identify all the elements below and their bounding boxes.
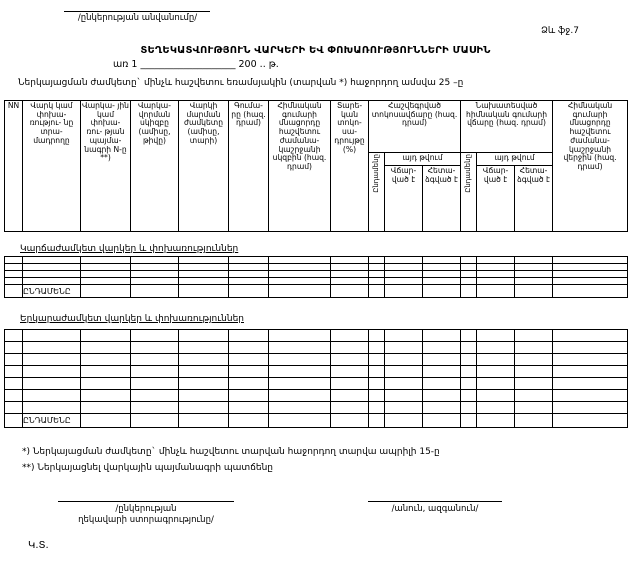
blank-cell: [461, 257, 477, 264]
blank-cell: [515, 402, 553, 414]
blank-cell: [331, 264, 369, 271]
blank-cell: [81, 414, 131, 428]
blank-cell: [331, 285, 369, 298]
blank-cell: [229, 402, 269, 414]
col-header-provider: Վարկ կամ փոխա- ռությու- նը տրա- մադրողը: [23, 101, 81, 232]
blank-cell: [369, 271, 385, 278]
blank-cell: [229, 278, 269, 285]
company-name-line: [64, 11, 210, 12]
blank-cell: [385, 264, 423, 271]
blank-cell: [131, 354, 179, 366]
blank-cell: [331, 257, 369, 264]
blank-cell: [369, 378, 385, 390]
blank-cell: [81, 366, 131, 378]
blank-cell: [229, 330, 269, 342]
blank-cell: [5, 285, 23, 298]
blank-cell: [553, 271, 628, 278]
total-row-label: ԸՆԴԱՄԵՆԸ: [23, 414, 81, 428]
blank-cell: [515, 366, 553, 378]
blank-cell: [477, 414, 515, 428]
blank-cell: [229, 271, 269, 278]
col-header-planned-deferred: Հետա- ձգված է: [515, 166, 553, 232]
blank-cell: [81, 390, 131, 402]
blank-cell: [331, 342, 369, 354]
footnote-1: *) Ներկայացման ժամկետը` մինչև հաշվետու տարվան հաջորդող տարվա ապրիլի 15-ը: [22, 447, 440, 457]
blank-cell: [5, 402, 23, 414]
blank-cell: [229, 366, 269, 378]
blank-cell: [229, 390, 269, 402]
blank-cell: [229, 342, 269, 354]
blank-data-row: [5, 402, 628, 414]
blank-cell: [369, 366, 385, 378]
blank-cell: [385, 390, 423, 402]
blank-cell: [423, 278, 461, 285]
blank-cell: [515, 271, 553, 278]
blank-cell: [461, 342, 477, 354]
name-surname-caption: /անուն, ազգանուն/: [391, 504, 479, 514]
blank-cell: [269, 378, 331, 390]
form-title: ՏԵՂԵԿԱՏՎՈՒԹՅՈՒՆ ՎԱՐԿԵՐԻ ԵՎ ՓՈԽԱՌՈՒԹՅՈՒՆՆԵՐԻ ՄԱՍԻՆ: [140, 45, 491, 56]
blank-cell: [423, 342, 461, 354]
blank-cell: [385, 257, 423, 264]
blank-cell: [423, 264, 461, 271]
blank-cell: [515, 342, 553, 354]
director-signature-caption: [58, 504, 234, 526]
blank-cell: [553, 390, 628, 402]
blank-cell: [553, 414, 628, 428]
blank-cell: [385, 414, 423, 428]
blank-cell: [515, 378, 553, 390]
blank-cell: [423, 390, 461, 402]
blank-cell: [331, 271, 369, 278]
blank-cell: [461, 285, 477, 298]
col-header-contract-no: Վարկա- յին կամ փոխա- ռու- թյան պայմա- նագրի N-ը **): [81, 101, 131, 232]
blank-cell: [553, 257, 628, 264]
blank-cell: [81, 257, 131, 264]
blank-cell: [23, 278, 81, 285]
blank-cell: [461, 278, 477, 285]
blank-cell: [179, 354, 229, 366]
blank-cell: [179, 342, 229, 354]
blank-cell: [81, 278, 131, 285]
blank-cell: [5, 257, 23, 264]
blank-cell: [461, 330, 477, 342]
blank-cell: [515, 354, 553, 366]
blank-cell: [23, 257, 81, 264]
form-number: Ձև ֆջ.7: [541, 26, 579, 36]
blank-cell: [331, 378, 369, 390]
blank-cell: [269, 330, 331, 342]
blank-cell: [477, 342, 515, 354]
blank-cell: [331, 366, 369, 378]
blank-cell: [131, 285, 179, 298]
blank-cell: [131, 378, 179, 390]
blank-cell: [553, 366, 628, 378]
blank-cell: [331, 414, 369, 428]
blank-cell: [477, 390, 515, 402]
blank-cell: [5, 342, 23, 354]
blank-cell: [131, 278, 179, 285]
blank-cell: [131, 414, 179, 428]
blank-cell: [179, 414, 229, 428]
blank-cell: [179, 366, 229, 378]
col-header-planned-including: այդ թվում: [477, 153, 553, 166]
blank-data-row: [5, 378, 628, 390]
blank-cell: [461, 414, 477, 428]
blank-cell: [229, 354, 269, 366]
blank-cell: [553, 354, 628, 366]
blank-cell: [423, 414, 461, 428]
blank-cell: [515, 257, 553, 264]
blank-cell: [553, 264, 628, 271]
director-signature-caption-line1: /ընկերության: [115, 504, 177, 514]
rotated-total-label: Ընդամենը: [372, 154, 380, 193]
blank-cell: [23, 402, 81, 414]
blank-cell: [515, 264, 553, 271]
blank-cell: [515, 330, 553, 342]
blank-cell: [385, 271, 423, 278]
blank-cell: [553, 278, 628, 285]
name-signature-line: [368, 501, 502, 502]
blank-cell: [477, 257, 515, 264]
blank-cell: [423, 354, 461, 366]
long-term-table: [4, 329, 628, 428]
blank-cell: [179, 402, 229, 414]
blank-cell: [461, 354, 477, 366]
blank-cell: [179, 264, 229, 271]
col-header-nn: NN: [5, 101, 23, 232]
col-group-accrued-interest: Հաշվեգրված տոկոսավճարը (հազ. դրամ): [369, 101, 461, 153]
section-long-term-label: Երկարաժամկետ վարկեր և փոխառություններ: [20, 314, 244, 324]
blank-cell: [179, 330, 229, 342]
blank-cell: [229, 414, 269, 428]
blank-cell: [423, 378, 461, 390]
blank-cell: [515, 414, 553, 428]
blank-cell: [179, 278, 229, 285]
blank-cell: [131, 264, 179, 271]
blank-cell: [23, 390, 81, 402]
blank-cell: [5, 366, 23, 378]
blank-cell: [5, 278, 23, 285]
blank-cell: [5, 271, 23, 278]
director-signature-line: [58, 501, 234, 502]
blank-cell: [331, 402, 369, 414]
blank-cell: [369, 264, 385, 271]
blank-cell: [23, 342, 81, 354]
blank-cell: [269, 264, 331, 271]
blank-cell: [269, 402, 331, 414]
director-signature-caption-line2: ղեկավարի ստորագրությունը/: [78, 515, 214, 526]
blank-data-row: [5, 390, 628, 402]
blank-cell: [81, 271, 131, 278]
blank-cell: [5, 378, 23, 390]
blank-data-row: [5, 257, 628, 264]
col-header-planned-total: [461, 153, 477, 232]
blank-cell: [269, 278, 331, 285]
blank-cell: [269, 271, 331, 278]
blank-cell: [269, 257, 331, 264]
col-header-balance-start: Հիմնական գումարի մնացորդը հաշվետու ժամանա- կաշրջանի սկզբին (հազ. դրամ): [269, 101, 331, 232]
blank-cell: [423, 271, 461, 278]
blank-data-row: [5, 342, 628, 354]
seal-mark: Կ.Տ.: [28, 540, 49, 551]
blank-cell: [385, 378, 423, 390]
blank-cell: [229, 264, 269, 271]
blank-cell: [385, 366, 423, 378]
blank-cell: [179, 271, 229, 278]
blank-cell: [269, 390, 331, 402]
blank-cell: [461, 264, 477, 271]
deadline-note: Ներկայացման ժամկետը` մինչև հաշվետու եռամսյակին (տարվան *) հաջորդող ամսվա 25 –ը: [18, 78, 464, 88]
blank-cell: [269, 285, 331, 298]
blank-cell: [385, 278, 423, 285]
blank-cell: [477, 271, 515, 278]
blank-cell: [553, 402, 628, 414]
blank-cell: [385, 330, 423, 342]
blank-cell: [477, 366, 515, 378]
blank-cell: [369, 278, 385, 285]
blank-cell: [5, 414, 23, 428]
blank-cell: [477, 264, 515, 271]
blank-cell: [477, 278, 515, 285]
blank-cell: [23, 264, 81, 271]
col-header-amount: Գումա- րը (հազ. դրամ): [229, 101, 269, 232]
blank-cell: [269, 342, 331, 354]
blank-cell: [553, 378, 628, 390]
blank-cell: [5, 390, 23, 402]
blank-cell: [229, 257, 269, 264]
blank-cell: [269, 366, 331, 378]
blank-cell: [81, 330, 131, 342]
col-header-accrued-deferred: Հետա- ձգված է: [423, 166, 461, 232]
blank-cell: [81, 402, 131, 414]
report-date-line: առ 1 ____________________ 200 .. թ.: [113, 59, 279, 70]
blank-cell: [369, 285, 385, 298]
footnote-2: **) Ներկայացնել վարկային պայմանագրի պատճենը: [22, 463, 273, 473]
blank-cell: [385, 285, 423, 298]
company-name-caption: /ընկերության անվանումը/: [77, 13, 198, 23]
blank-cell: [423, 257, 461, 264]
blank-cell: [461, 366, 477, 378]
blank-cell: [331, 354, 369, 366]
blank-cell: [23, 354, 81, 366]
blank-cell: [131, 402, 179, 414]
blank-cell: [553, 330, 628, 342]
blank-cell: [269, 414, 331, 428]
blank-cell: [331, 390, 369, 402]
blank-cell: [477, 285, 515, 298]
col-header-accrued-including: այդ թվում: [385, 153, 461, 166]
blank-cell: [369, 330, 385, 342]
blank-cell: [461, 378, 477, 390]
blank-data-row: [5, 330, 628, 342]
blank-cell: [131, 330, 179, 342]
blank-cell: [179, 285, 229, 298]
blank-cell: [81, 378, 131, 390]
blank-cell: [269, 354, 331, 366]
blank-cell: [423, 285, 461, 298]
col-header-loan-start: Վարկա- վորման սկիզբը (ամիսը, թիվը): [131, 101, 179, 232]
blank-cell: [131, 342, 179, 354]
blank-cell: [331, 330, 369, 342]
blank-cell: [131, 257, 179, 264]
blank-cell: [553, 285, 628, 298]
col-header-maturity: Վարկի մարման ժամկետը (ամիսը, տարի): [179, 101, 229, 232]
blank-cell: [369, 342, 385, 354]
blank-cell: [179, 378, 229, 390]
blank-cell: [515, 278, 553, 285]
blank-cell: [477, 354, 515, 366]
blank-cell: [179, 257, 229, 264]
blank-cell: [423, 330, 461, 342]
blank-cell: [477, 378, 515, 390]
blank-cell: [229, 285, 269, 298]
blank-cell: [385, 342, 423, 354]
blank-cell: [369, 402, 385, 414]
blank-cell: [385, 402, 423, 414]
rotated-total-label: Ընդամենը: [464, 154, 473, 193]
short-term-table: [4, 256, 628, 298]
blank-cell: [385, 354, 423, 366]
blank-cell: [5, 264, 23, 271]
blank-cell: [369, 414, 385, 428]
blank-data-row: [5, 264, 628, 271]
blank-cell: [515, 390, 553, 402]
blank-cell: [81, 264, 131, 271]
blank-cell: [131, 271, 179, 278]
blank-cell: [331, 278, 369, 285]
blank-cell: [553, 342, 628, 354]
col-group-planned-principal: Նախատեսված հիմնական գումարի վճարը (հազ. դրամ): [461, 101, 553, 153]
blank-cell: [81, 354, 131, 366]
blank-cell: [23, 378, 81, 390]
blank-cell: [131, 390, 179, 402]
blank-cell: [81, 342, 131, 354]
blank-cell: [23, 330, 81, 342]
col-header-accrued-total: [369, 153, 385, 232]
blank-cell: [477, 330, 515, 342]
blank-cell: [179, 390, 229, 402]
blank-cell: [423, 366, 461, 378]
blank-cell: [5, 354, 23, 366]
blank-cell: [515, 285, 553, 298]
blank-cell: [23, 271, 81, 278]
header-table: [4, 100, 628, 232]
blank-data-row: [5, 271, 628, 278]
col-header-accrued-paid: Վճար- ված է: [385, 166, 423, 232]
total-row-label: ԸՆԴԱՄԵՆԸ: [23, 285, 81, 298]
blank-cell: [369, 354, 385, 366]
blank-cell: [23, 366, 81, 378]
blank-cell: [81, 285, 131, 298]
blank-cell: [477, 402, 515, 414]
blank-cell: [5, 330, 23, 342]
blank-data-row: [5, 278, 628, 285]
blank-data-row: [5, 354, 628, 366]
col-header-balance-end: Հիմնական գումարի մնացորդը հաշվետու ժամանա- կաշրջանի վերջին (հազ. դրամ): [553, 101, 628, 232]
blank-cell: [461, 271, 477, 278]
col-header-interest-rate: Տարե- կան տոկո- սա- դրույթը (%): [331, 101, 369, 232]
total-row: [5, 414, 628, 428]
total-row: [5, 285, 628, 298]
blank-cell: [229, 378, 269, 390]
blank-cell: [369, 390, 385, 402]
blank-cell: [369, 257, 385, 264]
blank-data-row: [5, 366, 628, 378]
blank-cell: [423, 402, 461, 414]
header-row-1: [5, 101, 628, 153]
blank-cell: [461, 402, 477, 414]
blank-cell: [131, 366, 179, 378]
col-header-planned-paid: Վճար- ված է: [477, 166, 515, 232]
blank-cell: [461, 390, 477, 402]
section-short-term-label: Կարճաժամկետ վարկեր և փոխառություններ: [20, 244, 239, 254]
